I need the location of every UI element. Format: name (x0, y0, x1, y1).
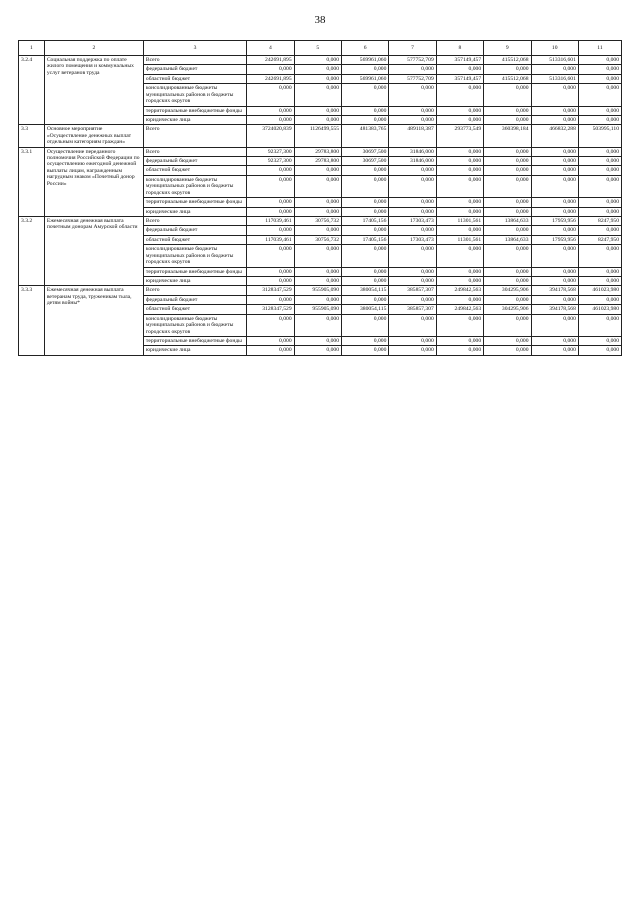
funding-source: консолидированные бюджеты муниципальных районов и бюджеты городских округов (143, 175, 246, 197)
amount-cell: 0,000 (436, 346, 483, 355)
table-row (19, 56, 622, 65)
amount-cell: 0,000 (247, 245, 294, 267)
funding-source: федеральный бюджет (143, 157, 246, 166)
funding-source: областной бюджет (143, 166, 246, 175)
amount-cell: 0,000 (389, 276, 436, 285)
amount-cell: 0,000 (436, 295, 483, 304)
amount-cell: 481383,765 (342, 125, 389, 147)
funding-source: областной бюджет (143, 74, 246, 83)
funding-source: федеральный бюджет (143, 295, 246, 304)
amount-cell: 0,000 (342, 276, 389, 285)
amount-cell: 0,000 (484, 207, 531, 216)
funding-source: юридические лица (143, 115, 246, 124)
section-code: 3.3.3 (19, 286, 45, 355)
funding-source: Всего (143, 56, 246, 65)
amount-cell: 29783,800 (294, 147, 341, 156)
funding-source: территориальные внебюджетные фонды (143, 336, 246, 345)
amount-cell: 0,000 (484, 157, 531, 166)
amount-cell: 955905,090 (294, 305, 341, 314)
column-number: 6 (342, 41, 389, 56)
amount-cell: 117039,461 (247, 235, 294, 244)
section-code: 3.3 (19, 125, 45, 147)
table-row (19, 286, 622, 295)
amount-cell: 569961,060 (342, 56, 389, 65)
amount-cell: 0,000 (247, 65, 294, 74)
amount-cell: 0,000 (247, 276, 294, 285)
funding-source: Всего (143, 125, 246, 147)
amount-cell: 17405,156 (342, 235, 389, 244)
amount-cell: 0,000 (294, 295, 341, 304)
amount-cell: 0,000 (247, 84, 294, 106)
amount-cell: 394178,568 (531, 286, 578, 295)
amount-cell: 30756,732 (294, 235, 341, 244)
amount-cell: 0,000 (389, 84, 436, 106)
amount-cell: 0,000 (436, 65, 483, 74)
amount-cell: 8247,950 (578, 217, 621, 226)
amount-cell: 0,000 (531, 295, 578, 304)
amount-cell: 249842,563 (436, 286, 483, 295)
amount-cell: 0,000 (342, 175, 389, 197)
amount-cell: 0,000 (294, 106, 341, 115)
amount-cell: 0,000 (294, 65, 341, 74)
amount-cell: 17959,956 (531, 217, 578, 226)
amount-cell: 0,000 (531, 226, 578, 235)
amount-cell: 0,000 (484, 245, 531, 267)
amount-cell: 0,000 (389, 115, 436, 124)
amount-cell: 0,000 (531, 267, 578, 276)
amount-cell: 0,000 (436, 106, 483, 115)
amount-cell: 0,000 (578, 245, 621, 267)
amount-cell: 0,000 (247, 346, 294, 355)
amount-cell: 0,000 (531, 106, 578, 115)
funding-source: территориальные внебюджетные фонды (143, 267, 246, 276)
amount-cell: 0,000 (342, 106, 389, 115)
amount-cell: 0,000 (342, 207, 389, 216)
funding-source: территориальные внебюджетные фонды (143, 198, 246, 207)
amount-cell: 513316,601 (531, 56, 578, 65)
amount-cell: 0,000 (247, 295, 294, 304)
amount-cell: 31846,000 (389, 157, 436, 166)
amount-cell: 0,000 (484, 226, 531, 235)
amount-cell: 0,000 (531, 147, 578, 156)
table-body (19, 56, 622, 356)
amount-cell: 304295,906 (484, 286, 531, 295)
amount-cell: 0,000 (531, 84, 578, 106)
amount-cell: 0,000 (578, 115, 621, 124)
column-number: 3 (143, 41, 246, 56)
column-number: 9 (484, 41, 531, 56)
amount-cell: 0,000 (342, 198, 389, 207)
amount-cell: 0,000 (578, 74, 621, 83)
column-number: 7 (389, 41, 436, 56)
amount-cell: 29783,800 (294, 157, 341, 166)
amount-cell: 0,000 (389, 166, 436, 175)
amount-cell: 0,000 (294, 207, 341, 216)
amount-cell: 0,000 (484, 198, 531, 207)
amount-cell: 0,000 (247, 226, 294, 235)
amount-cell: 0,000 (436, 314, 483, 336)
amount-cell: 0,000 (531, 346, 578, 355)
amount-cell: 0,000 (531, 115, 578, 124)
amount-cell: 0,000 (389, 314, 436, 336)
amount-cell: 0,000 (247, 314, 294, 336)
amount-cell: 0,000 (436, 175, 483, 197)
amount-cell: 3128347,529 (247, 286, 294, 295)
amount-cell: 0,000 (342, 115, 389, 124)
amount-cell: 0,000 (436, 84, 483, 106)
amount-cell: 0,000 (484, 106, 531, 115)
amount-cell: 415512,068 (484, 74, 531, 83)
amount-cell: 0,000 (578, 56, 621, 65)
amount-cell: 0,000 (389, 346, 436, 355)
amount-cell: 0,000 (578, 157, 621, 166)
amount-cell: 0,000 (294, 276, 341, 285)
amount-cell: 0,000 (436, 276, 483, 285)
amount-cell: 0,000 (389, 226, 436, 235)
funding-source: Всего (143, 147, 246, 156)
amount-cell: 0,000 (578, 147, 621, 156)
column-number-row (19, 41, 622, 56)
amount-cell: 0,000 (531, 65, 578, 74)
amount-cell: 0,000 (389, 198, 436, 207)
amount-cell: 357149,457 (436, 56, 483, 65)
section-name: Ежемесячная денежная выплата ветеранам труда, труженикам тыла, детям войны* (44, 286, 143, 355)
amount-cell: 357149,457 (436, 74, 483, 83)
amount-cell: 0,000 (342, 314, 389, 336)
amount-cell: 0,000 (484, 336, 531, 345)
column-number: 8 (436, 41, 483, 56)
amount-cell: 0,000 (436, 267, 483, 276)
amount-cell: 11301,561 (436, 235, 483, 244)
amount-cell: 0,000 (294, 115, 341, 124)
table-row (19, 125, 622, 147)
amount-cell: 0,000 (247, 175, 294, 197)
amount-cell: 0,000 (389, 267, 436, 276)
amount-cell: 955905,090 (294, 286, 341, 295)
amount-cell: 0,000 (436, 198, 483, 207)
amount-cell: 0,000 (436, 115, 483, 124)
amount-cell: 31846,000 (389, 147, 436, 156)
amount-cell: 30697,500 (342, 147, 389, 156)
amount-cell: 1126499,555 (294, 125, 341, 147)
amount-cell: 385857,307 (389, 305, 436, 314)
amount-cell: 513316,601 (531, 74, 578, 83)
funding-source: федеральный бюджет (143, 65, 246, 74)
column-number: 4 (247, 41, 294, 56)
amount-cell: 466832,288 (531, 125, 578, 147)
amount-cell: 0,000 (578, 267, 621, 276)
amount-cell: 0,000 (342, 245, 389, 267)
section-name: Осуществление переданного полномочия Российской Федерации по осуществлению ежегодной денежной выплаты лицам, награжденным нагрудным знаком «Почетный донор России» (44, 147, 143, 216)
table-row (19, 217, 622, 226)
amount-cell: 0,000 (531, 314, 578, 336)
amount-cell: 0,000 (436, 245, 483, 267)
funding-source: Всего (143, 286, 246, 295)
amount-cell: 0,000 (484, 147, 531, 156)
amount-cell: 0,000 (531, 207, 578, 216)
budget-table (18, 40, 622, 356)
amount-cell: 0,000 (531, 276, 578, 285)
funding-source: юридические лица (143, 346, 246, 355)
amount-cell: 0,000 (578, 295, 621, 304)
amount-cell: 0,000 (484, 267, 531, 276)
amount-cell: 0,000 (389, 295, 436, 304)
amount-cell: 0,000 (578, 198, 621, 207)
amount-cell: 0,000 (578, 336, 621, 345)
amount-cell: 0,000 (294, 314, 341, 336)
amount-cell: 0,000 (389, 175, 436, 197)
amount-cell: 0,000 (342, 166, 389, 175)
amount-cell: 415512,068 (484, 56, 531, 65)
amount-cell: 0,000 (247, 207, 294, 216)
amount-cell: 0,000 (342, 346, 389, 355)
amount-cell: 0,000 (342, 295, 389, 304)
amount-cell: 0,000 (484, 175, 531, 197)
funding-source: областной бюджет (143, 305, 246, 314)
amount-cell: 3724020,839 (247, 125, 294, 147)
funding-source: областной бюджет (143, 235, 246, 244)
amount-cell: 92327,300 (247, 147, 294, 156)
section-name: Социальная поддержка по оплате жилого помещения и коммунальных услуг ветеранов труда (44, 56, 143, 125)
amount-cell: 385857,307 (389, 286, 436, 295)
amount-cell: 0,000 (484, 166, 531, 175)
funding-source: юридические лица (143, 207, 246, 216)
amount-cell: 242691,895 (247, 74, 294, 83)
funding-source: юридические лица (143, 276, 246, 285)
column-number: 11 (578, 41, 621, 56)
amount-cell: 0,000 (436, 336, 483, 345)
amount-cell: 0,000 (531, 245, 578, 267)
amount-cell: 569961,060 (342, 74, 389, 83)
page-number: 38 (314, 14, 326, 26)
amount-cell: 249842,563 (436, 305, 483, 314)
amount-cell: 503995,110 (578, 125, 621, 147)
amount-cell: 92327,300 (247, 157, 294, 166)
amount-cell: 0,000 (484, 314, 531, 336)
amount-cell: 0,000 (578, 346, 621, 355)
amount-cell: 0,000 (436, 147, 483, 156)
column-number: 2 (44, 41, 143, 56)
amount-cell: 0,000 (294, 226, 341, 235)
amount-cell: 0,000 (484, 84, 531, 106)
amount-cell: 0,000 (578, 166, 621, 175)
amount-cell: 0,000 (389, 207, 436, 216)
amount-cell: 0,000 (531, 198, 578, 207)
section-name: Ежемесячная денежная выплата почетным донорам Амурской области (44, 217, 143, 286)
amount-cell: 0,000 (294, 198, 341, 207)
amount-cell: 461023,980 (578, 286, 621, 295)
amount-cell: 0,000 (578, 207, 621, 216)
amount-cell: 0,000 (247, 115, 294, 124)
amount-cell: 0,000 (294, 74, 341, 83)
amount-cell: 0,000 (484, 295, 531, 304)
amount-cell: 0,000 (578, 84, 621, 106)
amount-cell: 17303,473 (389, 217, 436, 226)
amount-cell: 8247,950 (578, 235, 621, 244)
amount-cell: 242691,895 (247, 56, 294, 65)
amount-cell: 0,000 (294, 346, 341, 355)
amount-cell: 0,000 (294, 56, 341, 65)
amount-cell: 0,000 (389, 65, 436, 74)
section-code: 3.3.1 (19, 147, 45, 216)
amount-cell: 13864,633 (484, 217, 531, 226)
amount-cell: 0,000 (484, 276, 531, 285)
column-number: 1 (19, 41, 45, 56)
amount-cell: 0,000 (531, 166, 578, 175)
amount-cell: 577752,709 (389, 56, 436, 65)
amount-cell: 489118,387 (389, 125, 436, 147)
amount-cell: 577752,709 (389, 74, 436, 83)
amount-cell: 30756,732 (294, 217, 341, 226)
amount-cell: 0,000 (342, 65, 389, 74)
table-row (19, 147, 622, 156)
amount-cell: 0,000 (578, 175, 621, 197)
amount-cell: 0,000 (484, 346, 531, 355)
amount-cell: 17405,156 (342, 217, 389, 226)
amount-cell: 0,000 (436, 157, 483, 166)
amount-cell: 0,000 (294, 267, 341, 276)
amount-cell: 0,000 (294, 245, 341, 267)
amount-cell: 13864,633 (484, 235, 531, 244)
amount-cell: 0,000 (294, 175, 341, 197)
amount-cell: 360398,184 (484, 125, 531, 147)
amount-cell: 0,000 (294, 166, 341, 175)
amount-cell: 0,000 (531, 175, 578, 197)
amount-cell: 0,000 (247, 267, 294, 276)
funding-source: Всего (143, 217, 246, 226)
amount-cell: 17959,956 (531, 235, 578, 244)
amount-cell: 0,000 (342, 84, 389, 106)
amount-cell: 0,000 (578, 226, 621, 235)
amount-cell: 11301,561 (436, 217, 483, 226)
amount-cell: 0,000 (578, 276, 621, 285)
amount-cell: 0,000 (389, 106, 436, 115)
amount-cell: 17303,473 (389, 235, 436, 244)
amount-cell: 0,000 (247, 166, 294, 175)
amount-cell: 0,000 (578, 106, 621, 115)
amount-cell: 0,000 (578, 314, 621, 336)
amount-cell: 0,000 (247, 336, 294, 345)
section-code: 3.3.2 (19, 217, 45, 286)
amount-cell: 0,000 (578, 65, 621, 74)
funding-source: федеральный бюджет (143, 226, 246, 235)
amount-cell: 3128347,529 (247, 305, 294, 314)
amount-cell: 0,000 (436, 207, 483, 216)
amount-cell: 0,000 (484, 115, 531, 124)
amount-cell: 0,000 (247, 106, 294, 115)
amount-cell: 380054,115 (342, 305, 389, 314)
amount-cell: 0,000 (389, 245, 436, 267)
amount-cell: 293773,549 (436, 125, 483, 147)
column-number: 5 (294, 41, 341, 56)
amount-cell: 0,000 (531, 157, 578, 166)
amount-cell: 0,000 (484, 65, 531, 74)
amount-cell: 117039,461 (247, 217, 294, 226)
funding-source: консолидированные бюджеты муниципальных районов и бюджеты городских округов (143, 314, 246, 336)
amount-cell: 304295,906 (484, 305, 531, 314)
section-name: Основное мероприятие «Осуществление денежных выплат отдельным категориям граждан» (44, 125, 143, 147)
funding-source: территориальные внебюджетные фонды (143, 106, 246, 115)
funding-source: консолидированные бюджеты муниципальных районов и бюджеты городских округов (143, 245, 246, 267)
amount-cell: 461023,980 (578, 305, 621, 314)
section-code: 3.2.4 (19, 56, 45, 125)
amount-cell: 0,000 (342, 267, 389, 276)
amount-cell: 0,000 (389, 336, 436, 345)
amount-cell: 30697,500 (342, 157, 389, 166)
amount-cell: 0,000 (436, 226, 483, 235)
amount-cell: 0,000 (294, 84, 341, 106)
amount-cell: 380054,115 (342, 286, 389, 295)
amount-cell: 0,000 (436, 166, 483, 175)
amount-cell: 0,000 (342, 226, 389, 235)
amount-cell: 394178,568 (531, 305, 578, 314)
column-number: 10 (531, 41, 578, 56)
amount-cell: 0,000 (294, 336, 341, 345)
amount-cell: 0,000 (531, 336, 578, 345)
amount-cell: 0,000 (247, 198, 294, 207)
funding-source: консолидированные бюджеты муниципальных районов и бюджеты городских округов (143, 84, 246, 106)
amount-cell: 0,000 (342, 336, 389, 345)
